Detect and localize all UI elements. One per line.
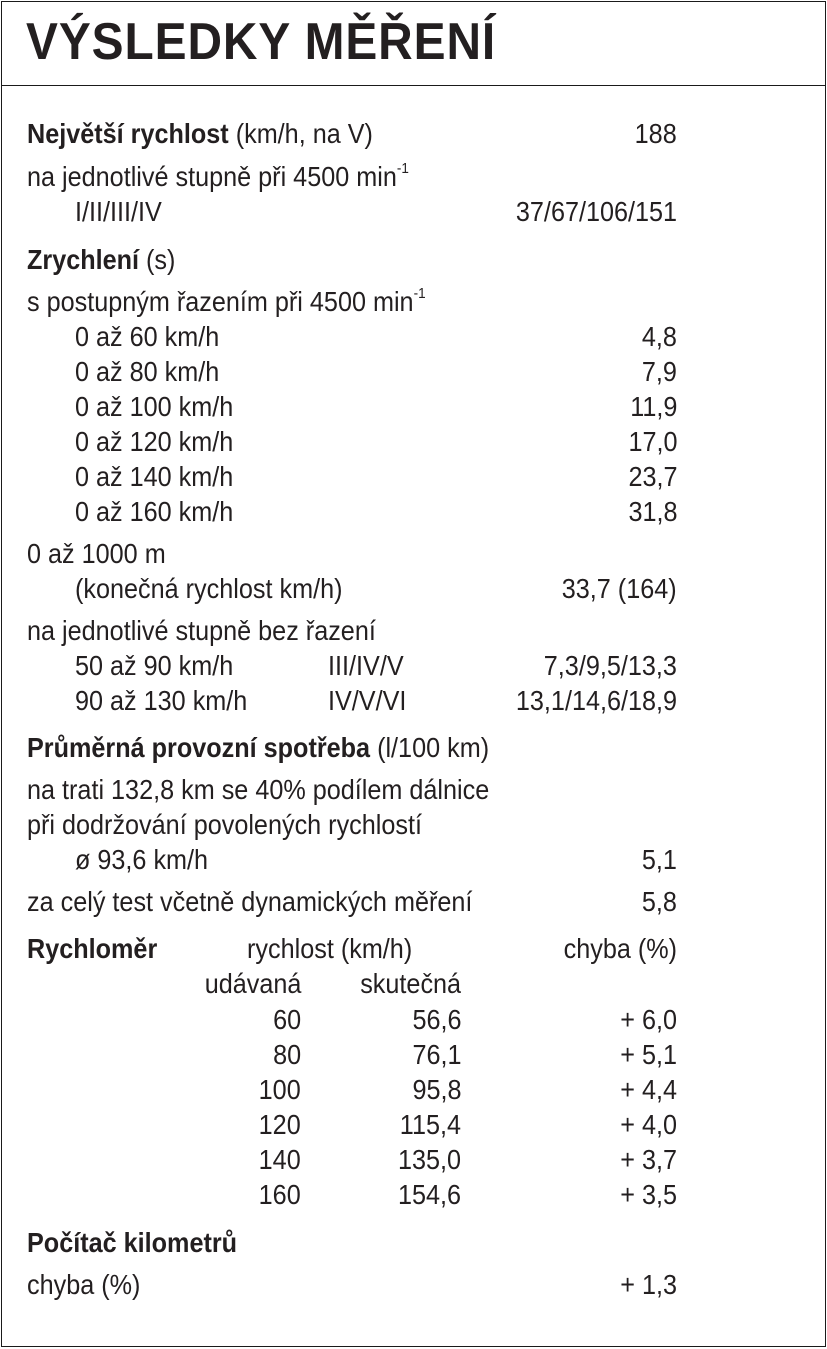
consumption-unit: (l/100 km) (370, 732, 490, 763)
speed-error: + 3,5 (620, 1179, 677, 1210)
total-value: 5,8 (641, 886, 677, 917)
indicated-speed: 60 (272, 1004, 301, 1035)
table-row (2, 1143, 827, 1177)
max-speed-value: 188 (634, 118, 677, 149)
acceleration-heading (2, 243, 827, 277)
elastic-row (2, 649, 827, 683)
km-row (2, 572, 827, 606)
gears-speed-label-row (2, 160, 827, 194)
accel-row-value: 17,0 (627, 426, 677, 457)
odometer-row (2, 1268, 827, 1302)
elastic-row (2, 684, 827, 718)
speed-error: + 3,7 (620, 1144, 677, 1175)
avg-label: ø 93,6 km/h (75, 844, 209, 875)
page-title: VÝSLEDKY MĚŘENÍ (26, 13, 497, 71)
consumption-label: Průměrná provozní spotřeba (27, 732, 371, 763)
accel-row (2, 390, 827, 424)
speedometer-subheader (2, 967, 827, 1001)
accel-row-label: 0 až 80 km/h (75, 356, 220, 387)
odometer-label: Počítač kilometrů (27, 1227, 238, 1258)
speed-error: + 5,1 (620, 1039, 677, 1070)
sequential-label: s postupným řazením při 4500 min (27, 286, 414, 317)
km-sub-label: (konečná rychlost km/h) (75, 573, 343, 604)
elastic-row-label: 50 až 90 km/h (75, 650, 234, 681)
accel-row-label: 0 až 100 km/h (75, 391, 234, 422)
accel-row (2, 425, 827, 459)
sequential-label-row (2, 285, 827, 319)
acceleration-unit: (s) (139, 244, 176, 275)
speed-error: + 4,0 (620, 1109, 677, 1140)
gears-speed-label-sup: -1 (396, 160, 409, 177)
accel-row-label: 0 až 60 km/h (75, 321, 220, 352)
indicated-speed: 160 (258, 1179, 301, 1210)
speedometer-heading (2, 932, 827, 966)
accel-row-value: 23,7 (627, 461, 677, 492)
speed-error: + 4,4 (620, 1074, 677, 1105)
elastic-row-label: 90 až 130 km/h (75, 685, 248, 716)
actual-speed: 95,8 (411, 1074, 461, 1105)
accel-row-label: 0 až 140 km/h (75, 461, 234, 492)
accel-row-label: 0 až 160 km/h (75, 496, 234, 527)
odometer-error-label: chyba (%) (27, 1269, 141, 1300)
indicated-speed: 140 (258, 1144, 301, 1175)
sequential-label-sup: -1 (413, 285, 426, 302)
gears-names: I/II/III/IV (75, 196, 162, 227)
consumption-heading (2, 731, 827, 765)
title-bar (2, 2, 825, 86)
odometer-error-value: + 1,3 (620, 1269, 677, 1300)
accel-row-label: 0 až 120 km/h (75, 426, 234, 457)
accel-row (2, 320, 827, 354)
actual-speed: 76,1 (411, 1039, 461, 1070)
gears-speed-row (2, 195, 827, 229)
max-speed-row (2, 117, 827, 151)
col-speed-header: rychlost (km/h) (247, 933, 413, 964)
accel-row-value: 31,8 (627, 496, 677, 527)
route-line-2: při dodržování povolených rychlostí (27, 809, 423, 840)
accel-row-value: 4,8 (641, 321, 677, 352)
col-error-header: chyba (%) (563, 933, 677, 964)
max-speed-unit: (km/h, na V) (228, 118, 373, 149)
indicated-speed: 100 (258, 1074, 301, 1105)
km-label-row (2, 537, 827, 571)
elastic-row-value: 7,3/9,5/13,3 (543, 650, 677, 681)
total-label: za celý test včetně dynamických měření (27, 886, 473, 917)
table-row (2, 1038, 827, 1072)
route-line-1: na trati 132,8 km se 40% podílem dálnice (27, 774, 490, 805)
avg-consumption-row (2, 843, 827, 877)
accel-row-value: 7,9 (641, 356, 677, 387)
gears-speed-label: na jednotlivé stupně při 4500 min (27, 161, 397, 192)
table-row (2, 1003, 827, 1037)
accel-row-value: 11,9 (629, 391, 677, 422)
elastic-row-gears: III/IV/V (328, 650, 404, 681)
total-consumption-row (2, 885, 827, 919)
col-actual-header: skutečná (360, 968, 461, 999)
elastic-label-row (2, 614, 827, 648)
speed-error: + 6,0 (620, 1004, 677, 1035)
actual-speed: 154,6 (397, 1179, 461, 1210)
accel-row (2, 495, 827, 529)
speedometer-label: Rychloměr (27, 933, 158, 964)
accel-row (2, 460, 827, 494)
elastic-row-gears: IV/V/VI (328, 685, 407, 716)
max-speed-label: Největší rychlost (27, 118, 229, 149)
avg-value: 5,1 (641, 844, 677, 875)
odometer-heading (2, 1226, 827, 1260)
km-value: 33,7 (164) (562, 573, 677, 604)
elastic-row-value: 13,1/14,6/18,9 (515, 685, 677, 716)
accel-row (2, 355, 827, 389)
col-indicated-header: udávaná (204, 968, 301, 999)
gears-values: 37/67/106/151 (515, 196, 677, 227)
table-row (2, 1178, 827, 1212)
indicated-speed: 120 (258, 1109, 301, 1140)
elastic-label: na jednotlivé stupně bez řazení (27, 615, 376, 646)
acceleration-label: Zrychlení (27, 244, 140, 275)
actual-speed: 135,0 (397, 1144, 461, 1175)
km-label: 0 až 1000 m (27, 538, 166, 569)
indicated-speed: 80 (272, 1039, 301, 1070)
table-row (2, 1108, 827, 1142)
actual-speed: 56,6 (411, 1004, 461, 1035)
table-row (2, 1073, 827, 1107)
actual-speed: 115,4 (399, 1109, 461, 1140)
results-panel (1, 1, 826, 1347)
